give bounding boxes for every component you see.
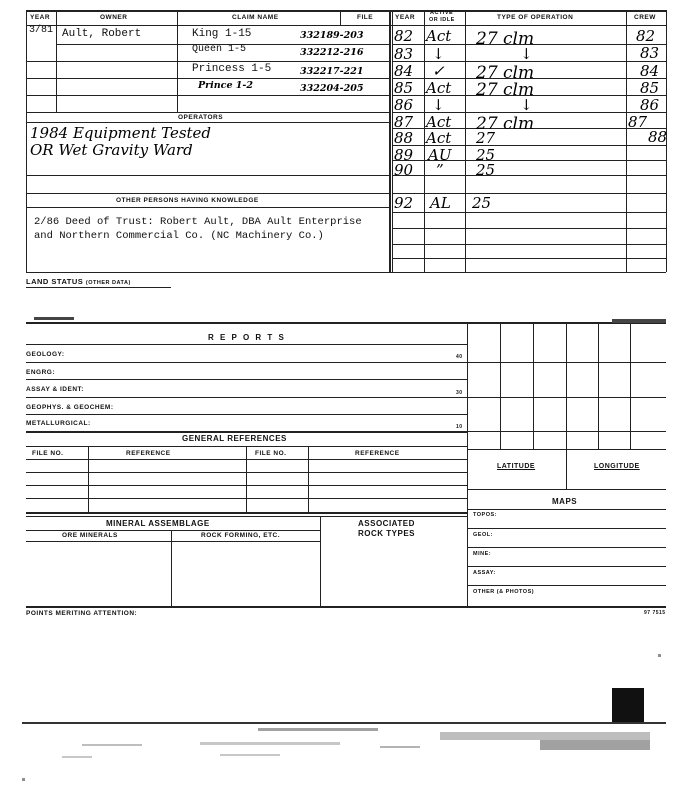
points-meriting-label: POINTS MERITING ATTENTION: — [26, 610, 138, 617]
year2-header: YEAR — [395, 14, 416, 21]
activity-status: ↓ — [432, 45, 445, 63]
ref-col-reference: REFERENCE — [126, 450, 171, 457]
activity-operation: 25 — [476, 161, 496, 179]
activity-status: Act — [426, 27, 452, 45]
ref-col-file: FILE NO. — [32, 450, 64, 457]
claim-name: Prince 1-2 — [198, 80, 253, 91]
report-row-label: ENGRG: — [26, 369, 55, 376]
activity-operation: 27 clm — [476, 80, 535, 100]
type-op-header: TYPE OF OPERATION — [497, 14, 574, 21]
map-item: TOPOS: — [473, 512, 497, 518]
report-row-num: 10 — [456, 424, 463, 430]
claim-name: Princess 1-5 — [192, 63, 272, 75]
maps-title: MAPS — [552, 497, 578, 506]
activity-status: Act — [426, 79, 452, 97]
claim-file: 332212-216 — [300, 47, 364, 58]
claim-name: Queen 1-5 — [192, 44, 247, 55]
claim-file: 332189-203 — [300, 30, 364, 41]
activity-operation: ↓ — [520, 45, 533, 63]
report-row-label: GEOLOGY: — [26, 351, 65, 358]
longitude-label: LONGITUDE — [594, 463, 640, 470]
activity-crew: 83 — [640, 44, 660, 62]
other-persons-label: OTHER PERSONS HAVING KNOWLEDGE — [116, 197, 259, 204]
operators-label: OPERATORS — [178, 114, 224, 121]
map-item: OTHER (& PHOTOS) — [473, 589, 535, 595]
latitude-label: LATITUDE — [497, 463, 536, 470]
rock-forming-label: ROCK FORMING, ETC. — [201, 532, 281, 539]
claim-name-header: CLAIM NAME — [232, 14, 279, 21]
rock-types-label: ROCK TYPES — [358, 529, 416, 538]
report-row-label: GEOPHYS. & GEOCHEM: — [26, 404, 114, 411]
activity-crew: 88 — [648, 128, 668, 146]
activity-crew: 85 — [640, 79, 660, 97]
year-entry: 3/81 — [29, 25, 54, 36]
activity-year: 86 — [394, 96, 414, 114]
activity-status: ” — [436, 161, 444, 179]
activity-year: 83 — [394, 45, 414, 63]
other-persons-text: and Northern Commercial Co. (NC Machinery Co.) — [34, 230, 324, 242]
map-item: GEOL: — [473, 532, 493, 538]
activity-year: 85 — [394, 79, 414, 97]
activity-crew: 86 — [640, 96, 660, 114]
claim-name: King 1-15 — [192, 28, 252, 40]
activity-year: 88 — [394, 129, 414, 147]
land-status-title: LAND STATUS — [26, 277, 84, 286]
or-idle-header: OR IDLE — [429, 17, 455, 23]
activity-crew: 84 — [640, 62, 660, 80]
activity-year: 82 — [394, 27, 414, 45]
land-status-label — [26, 277, 131, 286]
activity-year: 90 — [394, 161, 414, 179]
activity-status: AU — [428, 146, 452, 164]
claim-file: 332204-205 — [300, 83, 364, 94]
activity-operation: 25 — [472, 194, 492, 212]
ore-minerals-label: ORE MINERALS — [62, 532, 118, 539]
claim-file: 332217-221 — [300, 66, 364, 77]
activity-year: 87 — [394, 113, 414, 131]
operators-line: 1984 Equipment Tested — [30, 124, 212, 142]
activity-status: ↓ — [432, 96, 445, 114]
activity-operation: ↓ — [520, 96, 533, 114]
activity-status: Act — [426, 113, 452, 131]
crew-header: CREW — [634, 14, 656, 21]
reports-title: R E P O R T S — [208, 333, 286, 342]
map-item: ASSAY: — [473, 570, 496, 576]
activity-year: 84 — [394, 62, 414, 80]
activity-year: 92 — [394, 194, 414, 212]
report-row-num: 30 — [456, 390, 463, 396]
associated-label: ASSOCIATED — [358, 519, 415, 528]
active-header: ACTIVE — [430, 10, 454, 16]
owner-entry: Ault, Robert — [62, 28, 142, 40]
ref-col-reference2: REFERENCE — [355, 450, 400, 457]
mineral-title: MINERAL ASSEMBLAGE — [106, 519, 210, 528]
report-row-label: ASSAY & IDENT: — [26, 386, 84, 393]
activity-crew: 82 — [636, 27, 656, 45]
ref-col-file2: FILE NO. — [255, 450, 287, 457]
activity-operation: 27 — [476, 129, 496, 147]
report-row-label: METALLURGICAL: — [26, 420, 91, 427]
other-persons-text: 2/86 Deed of Trust: Robert Ault, DBA Ault Enterprise — [34, 216, 362, 228]
activity-status: AL — [430, 194, 451, 212]
land-status-sub: (OTHER DATA) — [85, 280, 131, 286]
operators-line: OR Wet Gravity Ward — [30, 141, 193, 159]
file-header: FILE — [357, 14, 374, 21]
owner-header: OWNER — [100, 14, 128, 21]
activity-operation: 27 clm — [476, 63, 535, 83]
year-header: YEAR — [30, 14, 51, 21]
activity-status: ✓ — [432, 62, 445, 80]
report-row-num: 40 — [456, 354, 463, 360]
activity-crew: 87 — [628, 113, 648, 131]
map-item: MINE: — [473, 551, 492, 557]
activity-operation: 25 — [476, 146, 496, 164]
form-number: 97 7515 — [644, 610, 666, 616]
activity-status: Act — [426, 129, 452, 147]
general-references-title: GENERAL REFERENCES — [182, 434, 287, 443]
activity-operation: 27 clm — [476, 29, 535, 49]
activity-operation: 27 clm — [476, 114, 535, 134]
activity-year: 89 — [394, 146, 414, 164]
